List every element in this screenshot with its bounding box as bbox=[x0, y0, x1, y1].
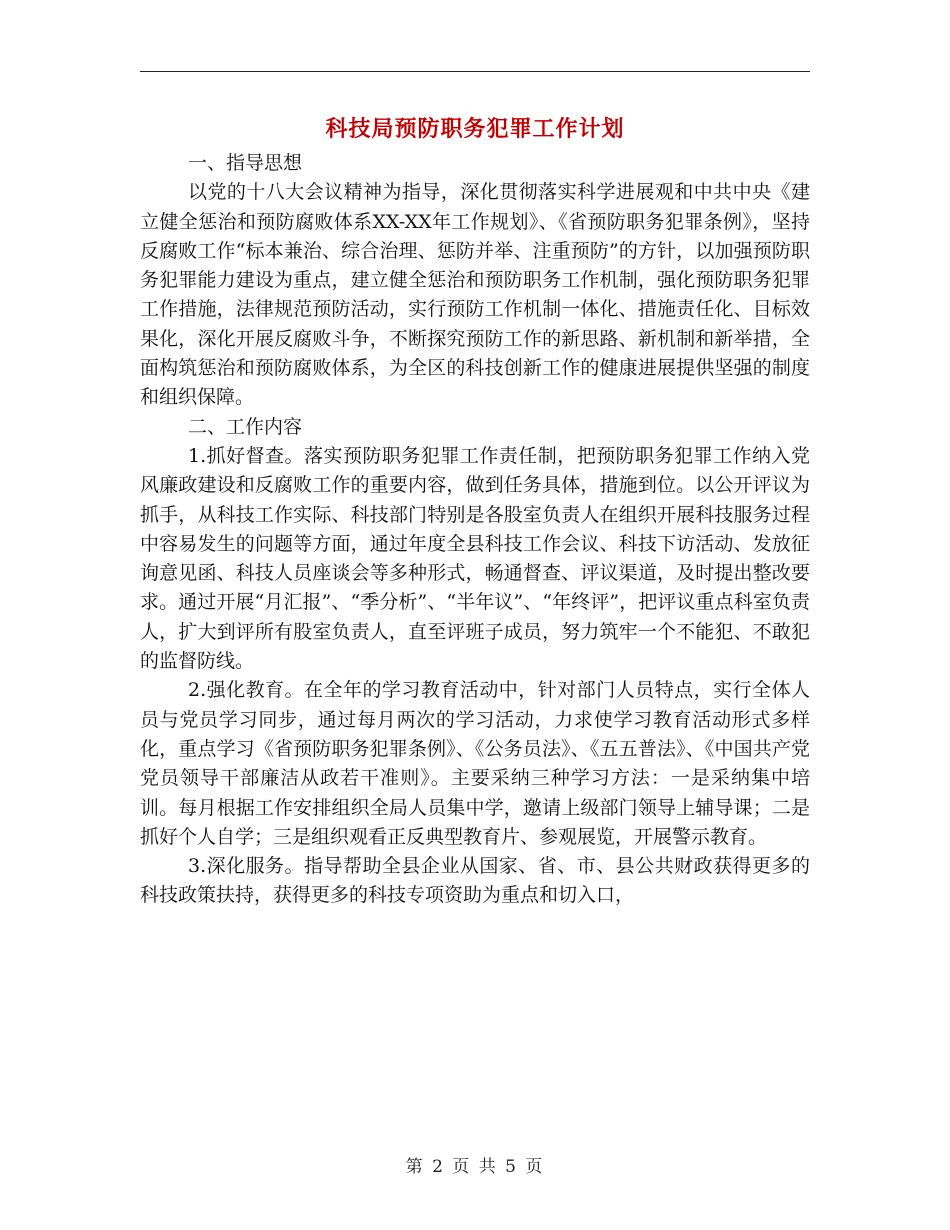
document-body bbox=[140, 149, 810, 911]
section-heading-work-content: 二、工作内容 bbox=[188, 415, 303, 438]
page-number: 第 2 页 共 5 页 bbox=[405, 1157, 545, 1177]
paragraph-guiding-ideology: 以党的十八大会议精神为指导，深化贯彻落实科学进展观和中共中央《建立健全惩治和预防腐败体系XX-XX年工作规划》、《省预防职务犯罪条例》，坚持反腐败工作“标本兼治、综合治理、惩防并举、注重预防”的方针，以加强预防职务犯罪能力建设为重点，建立健全惩治和预防职务工作机制，强化预防职务犯罪工作措施，法律规范预防活动，实行预防工作机制一体化、措施责任化、目标效果化，深化开展反腐败斗争，不断探究预防工作的新思路、新机制和新举措，全面构筑惩治和预防腐败体系，为全区的科技创新工作的健康进展提供坚强的制度和组织保障。 bbox=[140, 181, 810, 409]
paragraph-item-3: 3.深化服务。指导帮助全县企业从国家、省、市、县公共财政获得更多的科技政策扶持，获得更多的科技专项资助为重点和切入口， bbox=[140, 855, 810, 907]
paragraph-item-2: 2.强化教育。在全年的学习教育活动中，针对部门人员特点，实行全体人员与党员学习同步，通过每月两次的学习活动，力求使学习教育活动形式多样化，重点学习《省预防职务犯罪条例》、《公务员法》、《五五普法》、《中国共产党党员领导干部廉洁从政若干准则》。主要采纳三种学习方法：一是采纳集中培训。每月根据工作安排组织全局人员集中学，邀请上级部门领导上辅导课；二是抓好个人自学；三是组织观看正反典型教育片、参观展览，开展警示教育。 bbox=[140, 679, 810, 848]
header-rule bbox=[140, 71, 810, 72]
document-title: 科技局预防职务犯罪工作计划 bbox=[325, 116, 625, 142]
section-heading-guiding-ideology: 一、指导思想 bbox=[188, 152, 303, 174]
paragraph-item-1: 1.抓好督查。落实预防职务犯罪工作责任制，把预防职务犯罪工作纳入党风廉政建设和反腐败工作的重要内容，做到任务具体，措施到位。以公开评议为抓手，从科技工作实际、科技部门特别是各股室负责人在组织开展科技服务过程中容易发生的问题等方面，通过年度全县科技工作会议、科技下访活动、发放征询意见函、科技人员座谈会等多种形式，畅通督查、评议渠道，及时提出整改要求。通过开展“月汇报”、“季分析”、“半年议”、“年终评”，把评议重点科室负责人，扩大到评所有股室负责人，直至评班子成员，努力筑牢一个不能犯、不敢犯的监督防线。 bbox=[140, 444, 810, 673]
